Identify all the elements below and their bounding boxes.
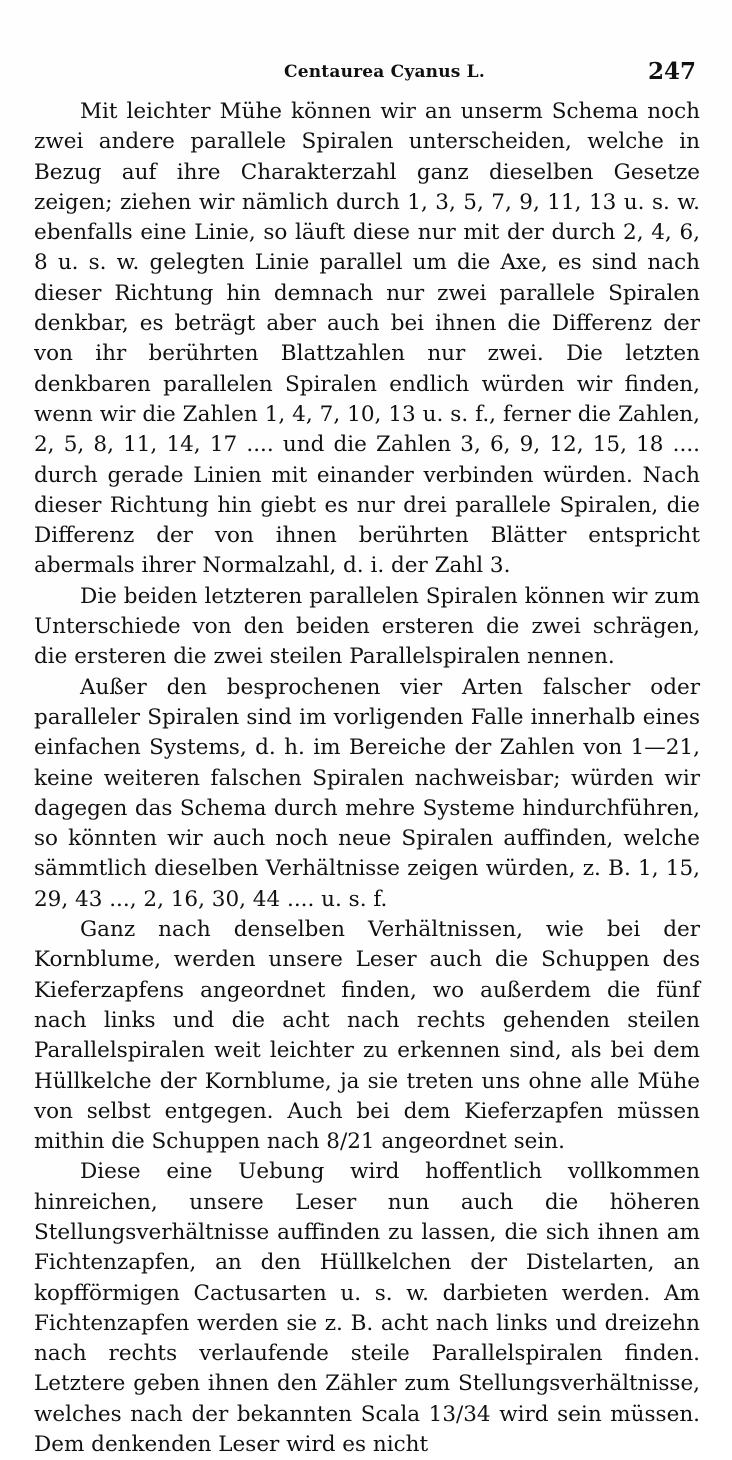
paragraph-1: Mit leichter Mühe können wir an unserm Schema noch zwei andere parallele Spiralen unterscheiden, welche in Bezug auf ihre Charakterzahl ganz dieselben Gesetze zeigen; ziehen wir nämlich durch 1, 3, 5, 7, 9, 11, 13 u. s. w. ebenfalls eine Linie, so läuft diese nur mit der durch 2, 4, 6, 8 u. s. w. gelegten Linie parallel um die Axe, es sind nach dieser Richtung hin demnach nur zwei parallele Spiralen denkbar, es beträgt aber auch bei ihnen die Differenz der von ihr berührten Blattzahlen nur zwei. Die letzten denkbaren parallelen Spiralen endlich würden wir finden, wenn wir die Zahlen 1, 4, 7, 10, 13 u. s. f., ferner die Zahlen, 2, 5, 8, 11, 14, 17 .... und die Zahlen 3, 6, 9, 12, 15, 18 .... durch gerade Linien mit einander verbinden würden. Nach dieser Richtung hin giebt es nur drei parallele Spiralen, die Differenz der von ihnen berührten Blätter entspricht abermals ihrer Normalzahl, d. i. der Zahl 3.	[34, 99, 700, 579]
page-header	[34, 58, 702, 88]
body-text	[34, 97, 700, 1460]
paragraph-4: Ganz nach denselben Verhältnissen, wie bei der Kornblume, werden unsere Leser auch die Schuppen des Kieferzapfens angeordnet finden, wo außerdem die fünf nach links und die acht nach rechts gehenden steilen Parallelspiralen weit leichter zu erkennen sind, als bei dem Hüllkelche der Kornblume, ja sie treten uns ohne alle Mühe von selbst entgegen. Auch bei dem Kieferzapfen müssen mithin die Schuppen nach 8/21 angeordnet sein.	[34, 917, 700, 1155]
paragraph-5: Diese eine Uebung wird hoffentlich vollkommen hinreichen, unsere Leser nun auch die höheren Stellungsverhältnisse auffinden zu lassen, die sich ihnen am Fichtenzapfen, an den Hüllkelchen der Distelarten, an kopfförmigen Cactusarten u. s. w. darbieten werden. Am Fichtenzapfen werden sie z. B. acht nach links und dreizehn nach rechts verlaufende steile Parallelspiralen finden. Letztere geben ihnen den Zähler zum Stellungsverhältnisse, welches nach der bekannten Scala 13/34 wird sein müssen. Dem denkenden Leser wird es nicht	[34, 1159, 700, 1458]
running-title: Centaurea Cyanus L.	[284, 62, 485, 82]
paragraph-3: Außer den besprochenen vier Arten falscher oder paralleler Spiralen sind im vorligenden Falle innerhalb eines einfachen Systems, d. h. im Bereiche der Zahlen von 1—21, keine weiteren falschen Spiralen nachweisbar; würden wir dagegen das Schema durch mehre Systeme hindurchführen, so könnten wir auch noch neue Spiralen auffinden, welche sämmtlich dieselben Verhältnisse zeigen würden, z. B. 1, 15, 29, 43 ..., 2, 16, 30, 44 .... u. s. f.	[34, 674, 700, 912]
paragraph-2: Die beiden letzteren parallelen Spiralen können wir zum Unterschiede von den beiden ersteren die zwei schrägen, die ersteren die zwei steilen Parallelspiralen nennen.	[34, 583, 700, 670]
page-number: 247	[647, 58, 696, 85]
